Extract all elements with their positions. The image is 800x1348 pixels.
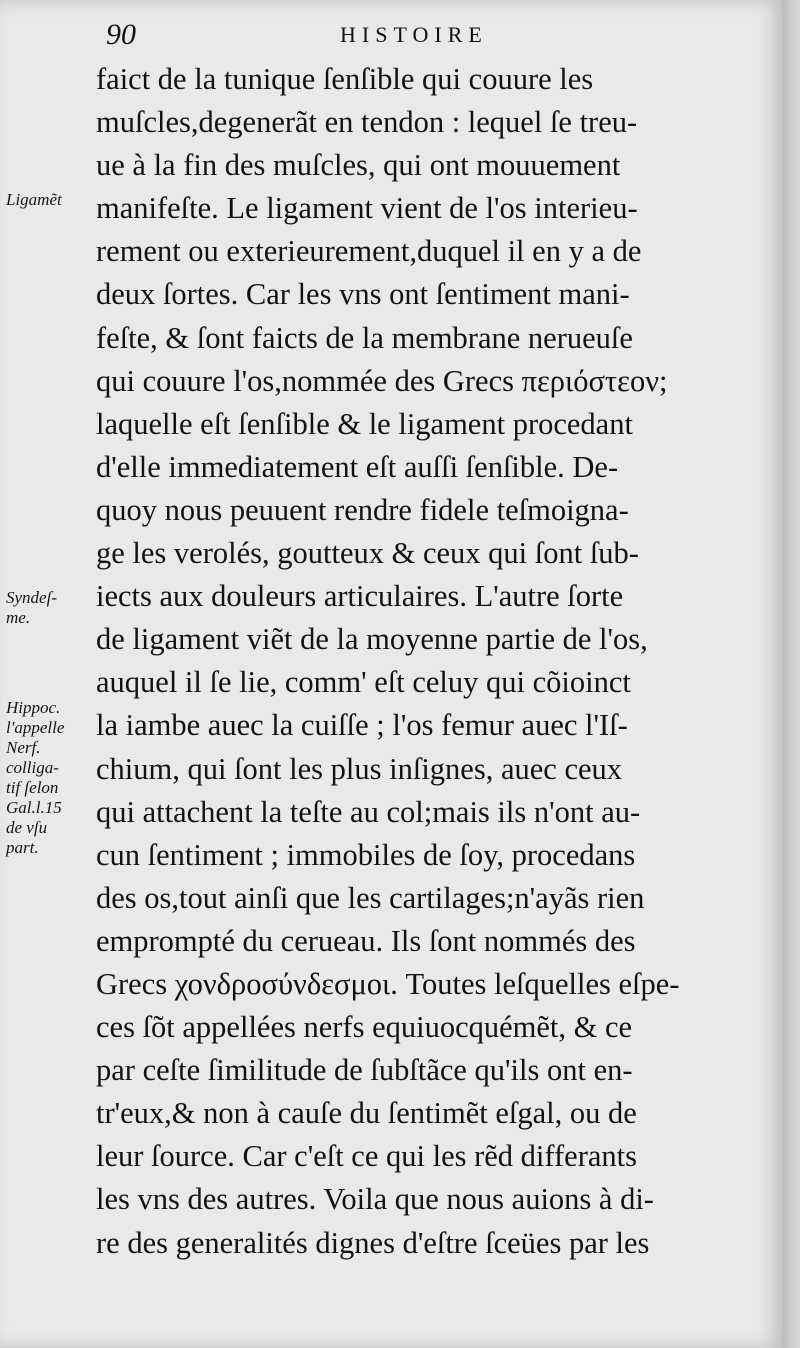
text-line: leur ſource. Car c'eſt ce qui les rẽd differants	[96, 1139, 637, 1174]
text-line: ue à la fin des muſcles, qui ont mouuement	[96, 148, 621, 183]
text-line: qui couure l'os,nommée des Grecs περιόστεον;	[96, 363, 668, 398]
body-text	[96, 58, 756, 1265]
page-edge	[782, 0, 800, 1348]
text-line: ces ſõt appellées nerfs equiuocquémẽt, & ce	[96, 1010, 633, 1045]
text-line: auquel il ſe lie, comm' eſt celuy qui cõioinct	[96, 665, 631, 700]
text-line: muſcles,degenerãt en tendon : lequel ſe treu-	[96, 105, 638, 140]
text-line: deux ſortes. Car les vns ont ſentiment mani-	[96, 277, 630, 312]
text-line: d'elle immediatement eſt auſſi ſenſible. De-	[96, 449, 619, 484]
text-line: les vns des autres. Voila que nous auions à di-	[96, 1182, 654, 1217]
text-line: feſte, & ſont faicts de la membrane nerueuſe	[96, 320, 633, 355]
text-line: tr'eux,& non à cauſe du ſentimẽt eſgal, ou de	[96, 1096, 637, 1131]
text-line: la iambe auec la cuiſſe ; l'os femur auec l'Iſ-	[96, 708, 628, 743]
text-line: quoy nous peuuent rendre fidele teſmoigna-	[96, 492, 629, 527]
running-title: HISTOIRE	[340, 22, 488, 47]
text-line: de ligament viẽt de la moyenne partie de l'os,	[96, 622, 648, 657]
text-line: re des generalités dignes d'eſtre ſceües par les	[96, 1225, 650, 1260]
page-number: 90	[106, 18, 136, 51]
text-line: qui attachent la teſte au col;mais ils n'ont au-	[96, 794, 641, 829]
text-line: cun ſentiment ; immobiles de ſoy, procedans	[96, 837, 636, 872]
text-line: chium, qui ſont les plus inſignes, auec ceux	[96, 751, 623, 786]
text-line: iects aux douleurs articulaires. L'autre ſorte	[96, 579, 624, 614]
margin-note-hippocrates: Hippoc. l'appelle Nerf. colliga- tif ſelon Gal.l.15 de vſu part.	[6, 698, 65, 857]
text-line: par ceſte ſimilitude de ſubſtãce qu'ils ont en-	[96, 1053, 633, 1088]
text-line: ge les verolés, goutteux & ceux qui ſont ſub-	[96, 536, 639, 571]
text-line: emprompté du cerueau. Ils ſont nommés des	[96, 923, 636, 958]
margin-note-ligament: Ligamẽt	[6, 190, 62, 209]
text-line: Grecs χονδροσύνδεσμοι. Toutes leſquelles eſpe-	[96, 966, 680, 1001]
text-line: rement ou exterieurement,duquel il en y a de	[96, 234, 642, 269]
margin-note-syndesme: Syndeſ- me.	[6, 588, 57, 627]
page-header	[100, 18, 750, 58]
text-line: manifeſte. Le ligament vient de l'os interieu-	[96, 191, 638, 226]
text-line: des os,tout ainſi que les cartilages;n'ayãs rien	[96, 880, 645, 915]
text-line: laquelle eſt ſenſible & le ligament procedant	[96, 406, 633, 441]
text-line: faict de la tunique ſenſible qui couure les	[96, 62, 594, 96]
